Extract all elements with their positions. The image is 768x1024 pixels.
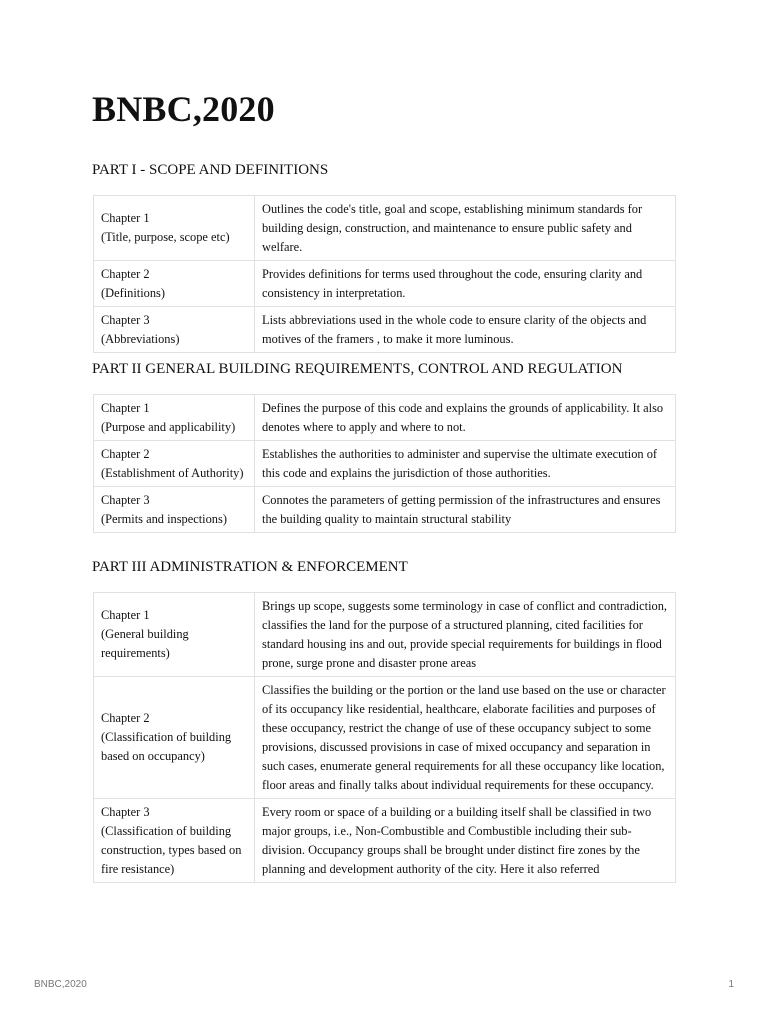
chapter-topic: (Permits and inspections): [101, 511, 227, 526]
chapter-description: Provides definitions for terms used throughout the code, ensuring clarity and consistency in interpretation.: [255, 261, 676, 307]
chapter-description: Brings up scope, suggests some terminology in case of conflict and contradiction, classifies the land for the purpose of a structured planning, cited facilities for standard housing ins and out, provide special requirements for buildings in flood prone, surge prone and disaster prone areas: [255, 593, 676, 677]
chapter-topic: (Classification of building construction, types based on fire resistance): [101, 823, 242, 876]
chapter-label: Chapter 2: [101, 446, 150, 461]
chapter-cell: [94, 487, 255, 533]
footer-page-number: 1: [728, 979, 734, 990]
part-2-heading: PART II GENERAL BUILDING REQUIREMENTS, CONTROL AND REGULATION: [92, 361, 623, 377]
chapter-topic: (Establishment of Authority): [101, 465, 244, 480]
chapter-description: Classifies the building or the portion or the land use based on the use or character of its occupancy like residential, healthcare, elaborate facilities and purposes of these occupancy, restrict the change of use of these occupancy subject to some provisions, discussed provisions in case of mixed occupancy and separation in such cases, enumerate general requirements for all these occupancy like location, floor areas and finally talks about individual requirements for these occupancy.: [255, 677, 676, 799]
chapter-label: Chapter 2: [101, 711, 150, 725]
table-row: [94, 395, 676, 441]
chapter-topic: (Title, purpose, scope etc): [101, 230, 230, 244]
chapter-topic: (Purpose and applicability): [101, 419, 236, 434]
part-2-table: [93, 394, 676, 533]
chapter-topic: (Classification of building based on occupancy): [101, 730, 232, 763]
chapter-label: Chapter 3: [101, 312, 150, 327]
chapter-cell: [94, 196, 255, 261]
chapter-label: Chapter 3: [101, 492, 150, 507]
chapter-topic: (Abbreviations): [101, 331, 180, 346]
chapter-topic: (Definitions): [101, 285, 166, 300]
chapter-description: Connotes the parameters of getting permission of the infrastructures and ensures the building quality to maintain structural stability: [255, 487, 676, 533]
chapter-description: Establishes the authorities to administer and supervise the ultimate execution of this code and explains the jurisdiction of those authorities.: [255, 441, 676, 487]
chapter-description: Every room or space of a building or a building itself shall be classified in two major groups, i.e., Non-Combustible and Combustible including their sub-division. Occupancy groups shall be brought under distinct fire zones by the planning and development authority of the city. Here it also referred: [255, 799, 676, 883]
table-row: [94, 799, 676, 883]
table-row: [94, 307, 676, 353]
chapter-label: Chapter 1: [101, 608, 150, 622]
chapter-cell: [94, 395, 255, 441]
chapter-cell: [94, 799, 255, 883]
chapter-topic: (General building requirements): [101, 627, 189, 660]
table-row: [94, 593, 676, 677]
table-row: [94, 487, 676, 533]
chapter-label: Chapter 1: [101, 400, 150, 415]
table-row: [94, 261, 676, 307]
part-3-heading: PART III ADMINISTRATION & ENFORCEMENT: [92, 559, 408, 575]
part-3-table: [93, 592, 676, 883]
chapter-cell: [94, 307, 255, 353]
chapter-cell: [94, 593, 255, 677]
chapter-label: Chapter 3: [101, 804, 150, 819]
chapter-description: Defines the purpose of this code and explains the grounds of applicability. It also denotes where to apply and where to not.: [255, 395, 676, 441]
footer-document-title: BNBC,2020: [34, 979, 87, 990]
part-1-table: [93, 195, 676, 353]
table-row: [94, 196, 676, 261]
chapter-cell: [94, 677, 255, 799]
table-row: [94, 677, 676, 799]
chapter-description: Lists abbreviations used in the whole code to ensure clarity of the objects and motives of the framers , to make it more luminous.: [255, 307, 676, 353]
chapter-cell: [94, 441, 255, 487]
chapter-label: Chapter 2: [101, 266, 150, 281]
chapter-description: Outlines the code's title, goal and scope, establishing minimum standards for building design, construction, and maintenance to ensure public safety and welfare.: [255, 196, 676, 261]
chapter-cell: [94, 261, 255, 307]
document-title: BNBC,2020: [92, 89, 275, 129]
chapter-label: Chapter 1: [101, 211, 150, 225]
part-1-heading: PART I - SCOPE AND DEFINITIONS: [92, 162, 329, 178]
table-row: [94, 441, 676, 487]
